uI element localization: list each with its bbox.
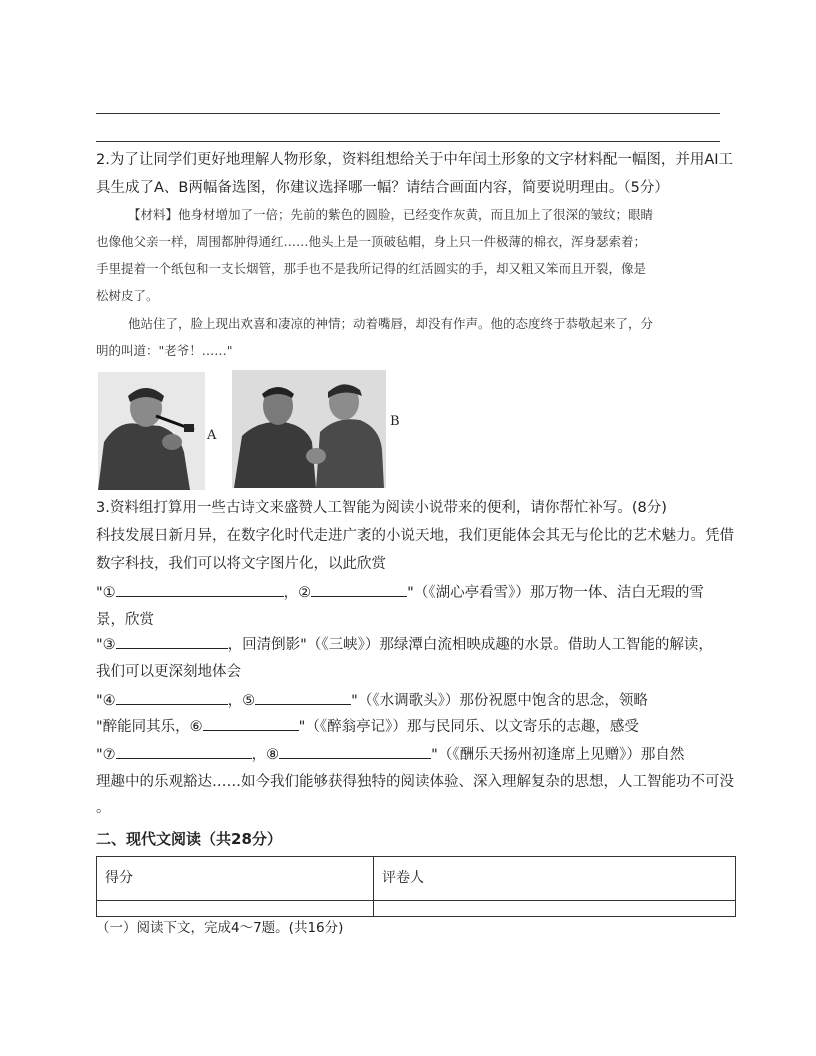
blank-1[interactable] <box>116 582 284 597</box>
q2-prompt-line1: 2.为了让同学们更好地理解人物形象，资料组想给关于中年闰土形象的文字材料配一幅图，并用AI工 <box>96 152 734 168</box>
sub-instruction: （一）阅读下文，完成4～7题。(共16分) <box>96 920 344 936</box>
blank-2[interactable] <box>311 582 407 597</box>
blank-6[interactable] <box>203 716 299 731</box>
blank-label: "③ <box>96 637 116 653</box>
section-title: 二、现代文阅读（共28分） <box>96 830 282 848</box>
image-b-label: B <box>390 414 400 429</box>
material-line: 明的叫道："老爷！……" <box>96 343 233 358</box>
blank-3[interactable] <box>116 634 228 649</box>
score-label: 得分 <box>97 857 374 901</box>
q3-prompt: 3.资料组打算用一些古诗文来盛赞人工智能为阅读小说带来的便利，请你帮忙补写。(8分) <box>96 500 667 516</box>
material-line: 也像他父亲一样，周围都肿得通红……他头上是一顶破毡帽，身上只一件极薄的棉衣，浑身瑟索着； <box>96 234 647 249</box>
blank-label: ，⑧ <box>251 747 280 763</box>
q3-text-line: 理趣中的乐观豁达……如今我们能够获得独特的阅读体验、深入理解复杂的思想，人工智能功不可没 <box>96 774 734 790</box>
q3-text-line: 。 <box>96 800 111 816</box>
material-line: 手里提着一个纸包和一支长烟管，那手也不是我所记得的红活圆实的手，却又粗又笨而且开裂，像是 <box>96 261 647 276</box>
blank-5[interactable] <box>255 690 351 705</box>
q3-text-line: 景，欣赏 <box>96 612 154 628</box>
blank-label: "④ <box>96 693 116 709</box>
q3-text-line: 我们可以更深刻地体会 <box>96 664 241 680</box>
blank-8[interactable] <box>279 744 431 759</box>
q2-prompt-line2: 具生成了A、B两幅备选图，你建议选择哪一幅？请结合画面内容，简要说明理由。（5分） <box>96 180 669 196</box>
q3-fill-line-4 <box>96 716 639 737</box>
poem-source: "（《酬乐天扬州初逢席上见赠》）那自然 <box>431 747 685 763</box>
grader-label: 评卷人 <box>374 857 736 901</box>
blank-label: "醉能同其乐，⑥ <box>96 719 203 735</box>
q3-fill-line-3 <box>96 690 648 711</box>
q3-text-line: 数字科技，我们可以将文字图片化，以此欣赏 <box>96 556 386 572</box>
poem-source: ，回清倒影"（《三峡》）那绿潭白流相映成趣的水景。借助人工智能的解读， <box>227 637 713 653</box>
q3-fill-line-5 <box>96 744 684 765</box>
answer-line-1 <box>96 113 720 114</box>
blank-label: "① <box>96 585 116 601</box>
material-line: 松树皮了。 <box>96 288 159 303</box>
blank-4[interactable] <box>116 690 228 705</box>
grader-cell[interactable] <box>374 901 736 917</box>
poem-source: "（《湖心亭看雪》）那万物一体、洁白无瑕的雪 <box>407 585 704 601</box>
material-line: 【材料】他身材增加了一倍；先前的紫色的圆脸，已经变作灰黄，而且加上了很深的皱纹；眼睛 <box>128 207 654 222</box>
blank-label: ，⑤ <box>227 693 256 709</box>
option-image-a <box>98 372 205 490</box>
blank-7[interactable] <box>116 744 252 759</box>
blank-label: "⑦ <box>96 747 116 763</box>
material-line: 他站住了，脸上现出欢喜和凄凉的神情；动着嘴唇，却没有作声。他的态度终于恭敬起来了，分 <box>128 316 654 331</box>
score-table <box>96 856 736 917</box>
answer-line-2 <box>96 141 720 142</box>
option-image-b <box>232 370 386 488</box>
poem-source: "（《醉翁亭记》）那与民同乐、以文寄乐的志趣，感受 <box>298 719 639 735</box>
q3-fill-line-1 <box>96 582 704 603</box>
q3-fill-line-2 <box>96 634 713 655</box>
q3-text-line: 科技发展日新月异，在数字化时代走进广袤的小说天地，我们更能体会其无与伦比的艺术魅力。凭借 <box>96 528 734 544</box>
blank-label: ，② <box>283 585 312 601</box>
poem-source: "（《水调歌头》）那份祝愿中饱含的思念，领略 <box>351 693 648 709</box>
image-a-label: A <box>207 428 217 443</box>
score-cell[interactable] <box>97 901 374 917</box>
